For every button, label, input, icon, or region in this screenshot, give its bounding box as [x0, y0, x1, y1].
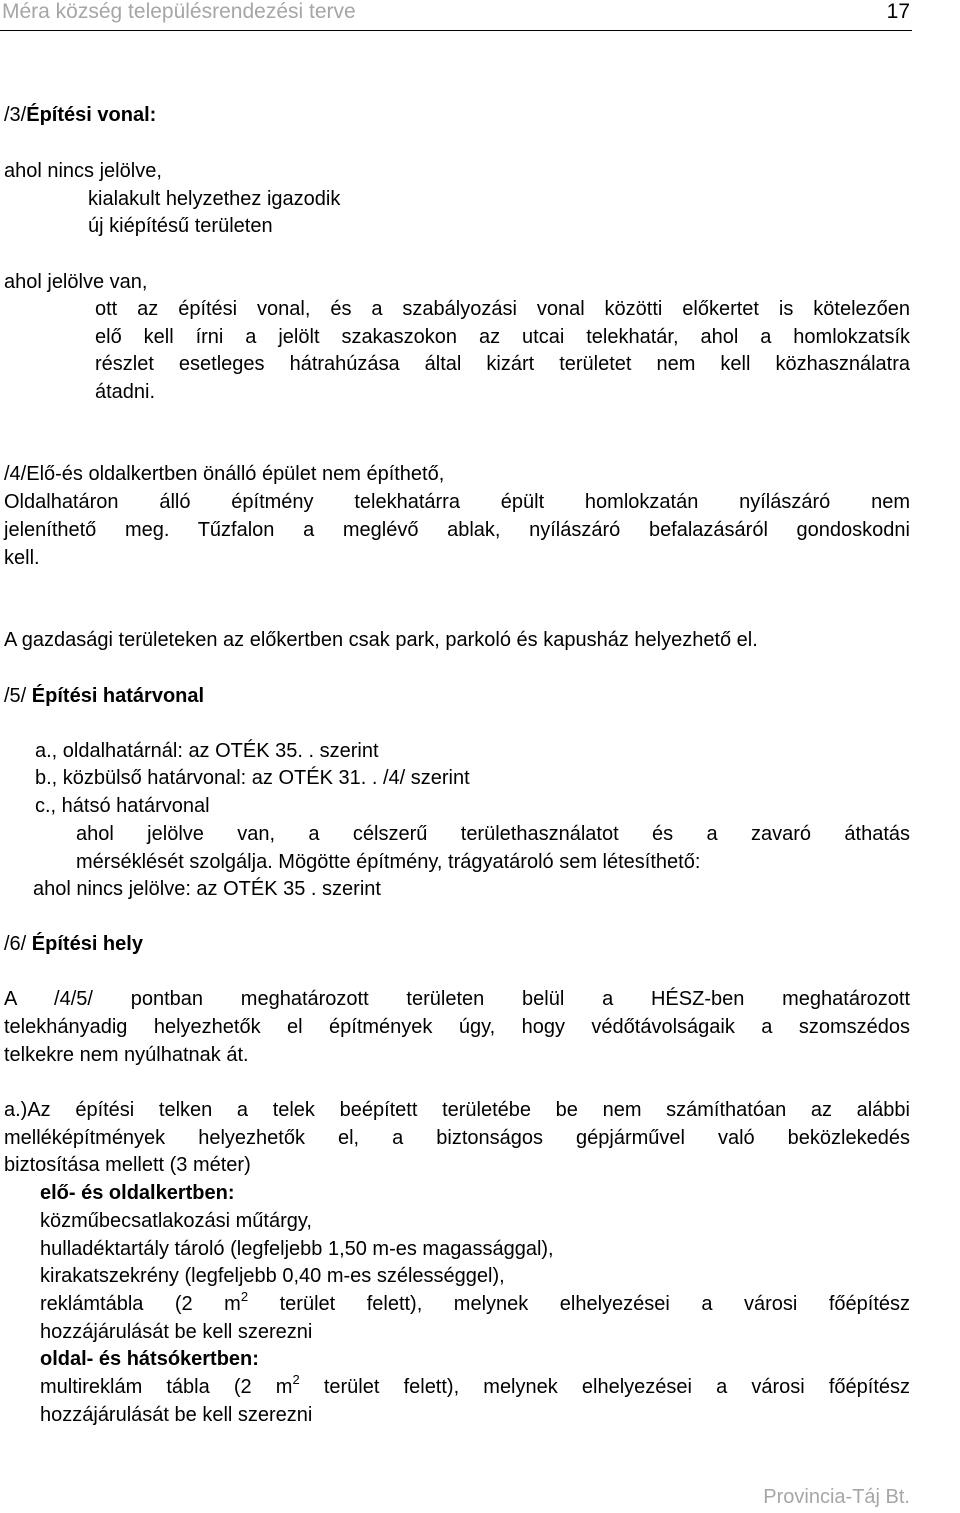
s6-para-line1: A /4/5/ pontban meghatározott területen belül a HÉSZ-ben meghatározott — [4, 988, 910, 1010]
s5-item-c-line2: mérséklését szolgálja. Mögötte építmény, trágyatároló sem létesíthető: — [76, 851, 701, 873]
s6-a-line1: a.)Az építési telken a telek beépített területébe be nem számíthatóan az alábbi — [4, 1099, 910, 1121]
s4-para-line3: kell. — [4, 547, 40, 569]
s5-item-c: c., hátsó határvonal — [35, 795, 210, 817]
section-6-prefix: /6/ — [4, 933, 32, 955]
section-5-prefix: /5/ — [4, 685, 32, 707]
elo-item-4-pre: reklámtábla (2 m — [40, 1293, 241, 1315]
page-number: 17 — [886, 0, 910, 23]
page-header — [0, 0, 912, 31]
elo-item-2: hulladéktartály tároló (legfeljebb 1,50 m-es magassággal), — [40, 1238, 554, 1260]
s5-item-b: b., közbülső határvonal: az OTÉK 31. . /4/ szerint — [35, 767, 470, 789]
oldal-item-2: hozzájárulását be kell szerezni — [40, 1404, 313, 1426]
oldal-item-1-sup: 2 — [292, 1372, 300, 1387]
s5-item-a: a., oldalhatárnál: az OTÉK 35. . szerint — [35, 740, 379, 762]
elo-item-5: hozzájárulását be kell szerezni — [40, 1321, 313, 1343]
section-5-title: Építési határvonal — [31, 685, 205, 707]
s3-para-line4: átadni. — [95, 381, 156, 403]
s3-line1: ahol nincs jelölve, — [4, 160, 162, 182]
s4-para-line2: jeleníthető meg. Tűzfalon a meglévő ablak, nyílászáró befalazásáról gondoskodni — [4, 519, 910, 541]
oldal-item-1 — [40, 1373, 910, 1401]
s3-line3: új kiépítésű területen — [88, 215, 273, 237]
s5-item-c-line1: ahol jelölve van, a célszerű területhasználatot és a zavaró áthatás — [76, 823, 910, 845]
elo-item-1: közműbecsatlakozási műtárgy, — [40, 1210, 312, 1232]
section-3-heading — [4, 101, 156, 129]
s3-para-line2: elő kell írni a jelölt szakaszokon az utcai telekhatár, ahol a homlokzatsík — [95, 326, 910, 348]
s3-para-line3: részlet esetleges hátrahúzása által kizárt területet nem kell közhasználatra — [95, 353, 910, 375]
s5-item-c-line3: ahol nincs jelölve: az OTÉK 35 . szerint — [33, 878, 381, 900]
section-3-prefix: /3/ — [4, 104, 27, 126]
elo-oldalkert-heading: elő- és oldalkertben: — [40, 1182, 235, 1204]
elo-item-4-post: terület felett), melynek elhelyezései a városi főépítész — [248, 1293, 911, 1315]
s4-line1: /4/Elő-és oldalkertben önálló épület nem építhető, — [4, 463, 445, 485]
s6-a-line3: biztosítása mellett (3 méter) — [4, 1154, 251, 1176]
s3-para-line1: ott az építési vonal, és a szabályozási vonal közötti előkertet is kötelezően — [95, 298, 910, 320]
oldal-hatsokert-heading: oldal- és hátsókertben: — [40, 1348, 259, 1370]
section-5-heading — [4, 682, 204, 710]
section-6-title: Építési hely — [31, 933, 143, 955]
s3-line2: kialakult helyzethez igazodik — [88, 188, 341, 210]
section-3-title: Építési vonal: — [26, 104, 157, 126]
elo-item-4-sup: 2 — [240, 1289, 249, 1304]
page-footer: Provincia-Táj Bt. — [763, 1486, 910, 1508]
section-6-heading — [4, 930, 143, 958]
s6-para-line3: telkekre nem nyúlhatnak át. — [4, 1044, 249, 1066]
s6-a-line2: melléképítmények helyezhetők el, a biztonságos gépjárművel való beközlekedés — [4, 1127, 910, 1149]
elo-item-4 — [40, 1290, 910, 1318]
oldal-item-1-post: terület felett), melynek elhelyezései a városi főépítész — [299, 1376, 911, 1398]
s3-line4: ahol jelölve van, — [4, 271, 148, 293]
s4-para-line1: Oldalhatáron álló építmény telekhatárra épült homlokzatán nyílászáró nem — [4, 491, 910, 513]
oldal-item-1-pre: multireklám tábla (2 m — [40, 1376, 293, 1398]
s4-gazdasagi: A gazdasági területeken az előkertben csak park, parkoló és kapusház helyezhető el. — [4, 629, 758, 651]
document-title: Méra község településrendezési terve — [2, 0, 356, 23]
s6-para-line2: telekhányadig helyezhetők el építmények úgy, hogy védőtávolságaik a szomszédos — [4, 1016, 910, 1038]
elo-item-3: kirakatszekrény (legfeljebb 0,40 m-es szélességgel), — [40, 1265, 505, 1287]
